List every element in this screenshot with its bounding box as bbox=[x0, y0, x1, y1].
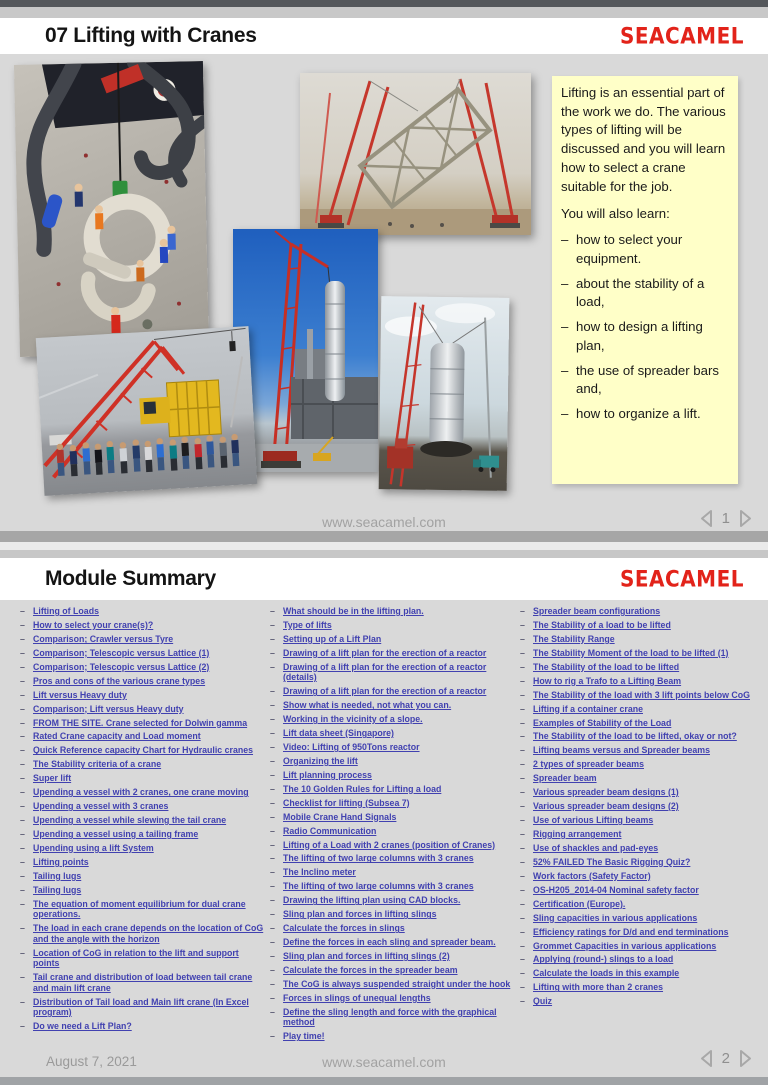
summary-link[interactable]: Lift planning process bbox=[283, 769, 372, 780]
item-dash: – bbox=[520, 829, 525, 839]
summary-link[interactable]: Comparison; Lift versus Heavy duty bbox=[33, 703, 184, 714]
summary-list-item bbox=[270, 867, 514, 878]
summary-list-item bbox=[520, 759, 764, 770]
summary-link[interactable]: The lifting of two large columns with 3 cranes bbox=[283, 881, 474, 892]
summary-link[interactable]: How to rig a Trafo to a Lifting Beam bbox=[533, 675, 682, 686]
summary-list-item bbox=[20, 731, 264, 742]
summary-list-item bbox=[520, 941, 764, 952]
item-dash: – bbox=[270, 839, 275, 850]
slide2-page-number: 2 bbox=[721, 1050, 730, 1067]
summary-list-item bbox=[20, 648, 264, 659]
summary-list-item bbox=[20, 787, 264, 798]
item-dash: – bbox=[520, 898, 525, 909]
item-dash: – bbox=[270, 619, 275, 630]
summary-list-item bbox=[520, 857, 764, 868]
item-dash: – bbox=[270, 728, 275, 739]
summary-list-item bbox=[520, 773, 764, 784]
summary-link[interactable]: Show what is needed, not what you can. bbox=[283, 700, 452, 711]
item-dash: – bbox=[520, 996, 525, 1007]
summary-list-item bbox=[270, 937, 514, 948]
summary-link[interactable]: Drawing the lifting plan using CAD blocks. bbox=[283, 895, 461, 906]
summary-link[interactable]: Work factors (Safety Factor) bbox=[533, 870, 651, 881]
slide1-page-number: 1 bbox=[721, 510, 730, 527]
summary-link[interactable]: Radio Communication bbox=[283, 825, 377, 836]
summary-link[interactable]: Certification (Europe). bbox=[533, 898, 626, 909]
item-dash: – bbox=[520, 912, 525, 923]
item-dash: – bbox=[520, 703, 525, 714]
summary-list-item bbox=[270, 784, 514, 795]
item-dash: – bbox=[270, 825, 275, 836]
summary-link[interactable]: Lifting if a container crane bbox=[533, 703, 643, 714]
summary-column-2 bbox=[270, 606, 514, 1045]
summary-list-item bbox=[520, 801, 764, 812]
item-dash: – bbox=[20, 947, 25, 958]
summary-list-item bbox=[520, 704, 764, 715]
summary-list-item bbox=[520, 606, 764, 617]
summary-list-item bbox=[20, 829, 264, 840]
item-dash: – bbox=[20, 884, 25, 895]
item-dash: – bbox=[270, 937, 275, 948]
summary-link[interactable]: Type of lifts bbox=[283, 619, 332, 630]
summary-link[interactable]: Tail crane and distribution of load between tail crane and main lift crane bbox=[33, 972, 253, 993]
summary-list-item bbox=[270, 714, 514, 725]
item-dash: – bbox=[520, 661, 525, 672]
item-dash: – bbox=[520, 633, 525, 644]
summary-list-item bbox=[20, 676, 264, 687]
summary-list-item bbox=[270, 993, 514, 1004]
summary-list-item bbox=[520, 620, 764, 631]
summary-link[interactable]: Play time! bbox=[283, 1031, 325, 1042]
item-dash: – bbox=[520, 940, 525, 951]
item-dash: – bbox=[20, 703, 25, 714]
summary-link[interactable]: The Stability Moment of the load to be lifted (1) bbox=[533, 647, 729, 658]
summary-list-item bbox=[520, 954, 764, 965]
item-dash: – bbox=[520, 884, 525, 895]
item-dash: – bbox=[20, 898, 25, 909]
item-dash: – bbox=[520, 982, 525, 993]
summary-link[interactable]: Quiz bbox=[533, 996, 553, 1007]
summary-link[interactable]: Working in the vicinity of a slope. bbox=[283, 714, 423, 725]
slide2-footer-date: August 7, 2021 bbox=[46, 1054, 137, 1069]
summary-link[interactable]: The Stability of the load to be lifted bbox=[533, 661, 680, 672]
summary-list-item bbox=[520, 634, 764, 645]
item-dash: – bbox=[520, 870, 525, 881]
item-dash: – bbox=[20, 856, 25, 867]
summary-list-item bbox=[20, 773, 264, 784]
summary-link[interactable]: The Stability of the load with 3 lift points below CoG bbox=[533, 689, 750, 700]
summary-link[interactable]: Drawing of a lift plan for the erection of a reactor bbox=[283, 686, 487, 697]
summary-link[interactable]: 2 types of spreader beams bbox=[533, 759, 644, 770]
item-dash: – bbox=[520, 856, 525, 867]
item-dash: – bbox=[270, 951, 275, 962]
item-dash: – bbox=[20, 731, 25, 742]
item-dash: – bbox=[270, 853, 275, 864]
summary-list-item bbox=[20, 972, 264, 993]
summary-list-item bbox=[270, 965, 514, 976]
item-dash: – bbox=[270, 811, 275, 822]
summary-link[interactable]: The equation of moment equilibrium for dual crane operations. bbox=[33, 898, 246, 920]
item-dash: – bbox=[270, 769, 275, 780]
item-dash: – bbox=[270, 797, 275, 808]
summary-link[interactable]: Tailing lugs bbox=[33, 884, 82, 895]
summary-link[interactable]: Lift versus Heavy duty bbox=[33, 689, 127, 700]
summary-list-item bbox=[270, 686, 514, 697]
summary-list-item bbox=[270, 826, 514, 837]
summary-list-item bbox=[270, 979, 514, 990]
summary-list-item bbox=[520, 648, 764, 659]
item-dash: – bbox=[20, 842, 25, 853]
seacamel-logo: SEACAMEL bbox=[619, 22, 744, 50]
item-dash: – bbox=[20, 675, 25, 686]
bullet-dash: – bbox=[561, 232, 569, 248]
slide1-title: 07 Lifting with Cranes bbox=[45, 24, 257, 47]
slide2-header bbox=[0, 558, 768, 600]
summary-list-item bbox=[520, 690, 764, 701]
summary-list-item bbox=[20, 718, 264, 729]
summary-link[interactable]: Use of various Lifting beams bbox=[533, 815, 654, 826]
item-dash: – bbox=[520, 731, 525, 742]
summary-link[interactable]: Quick Reference capacity Chart for Hydraulic cranes bbox=[33, 745, 254, 756]
slide2-page-nav bbox=[700, 1049, 752, 1068]
summary-link[interactable]: Spreader beam configurations bbox=[533, 606, 661, 616]
summary-list-item bbox=[20, 997, 264, 1018]
item-dash: – bbox=[270, 783, 275, 794]
item-dash: – bbox=[520, 745, 525, 756]
note-paragraph: Lifting is an essential part of the work we do. The various types of lifting will be discussed and you will learn how to select a crane suitable for the job. bbox=[561, 85, 726, 194]
item-dash: – bbox=[520, 717, 525, 728]
summary-link[interactable]: The Stability of the load to be lifted, okay or not? bbox=[533, 731, 737, 742]
summary-list-item bbox=[520, 787, 764, 798]
summary-link[interactable]: The lifting of two large columns with 3 cranes bbox=[283, 853, 474, 864]
summary-link[interactable]: Upending a vessel while slewing the tail crane bbox=[33, 815, 227, 826]
item-dash: – bbox=[270, 633, 275, 644]
summary-link[interactable]: Lift data sheet (Singapore) bbox=[283, 728, 394, 739]
summary-link[interactable]: The Stability criteria of a crane bbox=[33, 759, 162, 770]
summary-list-item bbox=[20, 871, 264, 882]
item-dash: – bbox=[20, 647, 25, 658]
summary-list-item bbox=[270, 770, 514, 781]
summary-list-item bbox=[520, 885, 764, 896]
summary-link[interactable]: What should be in the lifting plan. bbox=[283, 606, 424, 616]
summary-list-item bbox=[520, 843, 764, 854]
item-dash: – bbox=[20, 972, 25, 983]
summary-list-item bbox=[270, 798, 514, 809]
summary-link[interactable]: Define the sling length and force with the graphical method bbox=[283, 1006, 497, 1028]
summary-list-item bbox=[520, 718, 764, 729]
summary-list-item bbox=[20, 606, 264, 617]
summary-link[interactable]: Pros and cons of the various crane types bbox=[33, 675, 206, 686]
item-dash: – bbox=[520, 773, 525, 784]
seacamel-logo: SEACAMEL bbox=[619, 565, 744, 593]
item-dash: – bbox=[520, 926, 525, 937]
summary-link[interactable]: Lifting of Loads bbox=[33, 606, 99, 616]
summary-list-item bbox=[20, 620, 264, 631]
summary-link[interactable]: The Inclino meter bbox=[283, 867, 356, 878]
summary-link[interactable]: Comparison; Telescopic versus Lattice (2) bbox=[33, 661, 210, 672]
summary-link[interactable]: Sling capacities in various applications bbox=[533, 912, 698, 923]
summary-link[interactable]: Mobile Crane Hand Signals bbox=[283, 811, 397, 822]
item-dash: – bbox=[520, 606, 525, 616]
summary-list-item bbox=[270, 909, 514, 920]
item-dash: – bbox=[270, 964, 275, 975]
item-dash: – bbox=[20, 801, 25, 812]
summary-list-item bbox=[270, 700, 514, 711]
summary-list-item bbox=[520, 829, 764, 840]
summary-link[interactable]: Drawing of a lift plan for the erection of a reactor (details) bbox=[283, 661, 487, 683]
note-bullet-text: how to organize a lift. bbox=[576, 406, 701, 422]
prev-page-icon[interactable] bbox=[700, 1049, 713, 1068]
summary-list-item bbox=[270, 648, 514, 659]
item-dash: – bbox=[20, 717, 25, 728]
summary-list-item bbox=[20, 923, 264, 944]
item-dash: – bbox=[270, 700, 275, 711]
slide2-footer-url: www.seacamel.com bbox=[322, 1054, 446, 1070]
summary-list-item bbox=[270, 1031, 514, 1042]
item-dash: – bbox=[20, 745, 25, 756]
item-dash: – bbox=[520, 619, 525, 630]
item-dash: – bbox=[20, 996, 25, 1007]
bottom-edge-strip bbox=[0, 1077, 768, 1085]
summary-link[interactable]: Sling plan and forces in lifting slings bbox=[283, 909, 437, 920]
summary-link[interactable]: Rigging arrangement bbox=[533, 829, 622, 839]
summary-link[interactable]: Lifting beams versus and Spreader beams bbox=[533, 745, 710, 756]
item-dash: – bbox=[20, 759, 25, 770]
summary-list-item bbox=[270, 853, 514, 864]
summary-column-1 bbox=[20, 606, 264, 1045]
summary-list-item bbox=[520, 996, 764, 1007]
item-dash: – bbox=[520, 842, 525, 853]
summary-list-item bbox=[520, 662, 764, 673]
item-dash: – bbox=[270, 741, 275, 752]
summary-link[interactable]: Efficiency ratings for D/d and end terminations bbox=[533, 926, 729, 937]
item-dash: – bbox=[20, 787, 25, 798]
item-dash: – bbox=[270, 978, 275, 989]
summary-link[interactable]: Comparison; Crawler versus Tyre bbox=[33, 633, 174, 644]
item-dash: – bbox=[270, 647, 275, 658]
item-dash: – bbox=[520, 968, 525, 979]
summary-list-item bbox=[270, 620, 514, 631]
note-bullet-text: how to design a lifting plan, bbox=[576, 319, 703, 353]
summary-link[interactable]: Tailing lugs bbox=[33, 870, 82, 881]
item-dash: – bbox=[270, 909, 275, 920]
item-dash: – bbox=[20, 829, 25, 839]
summary-link[interactable]: Organizing the lift bbox=[283, 755, 358, 766]
summary-list-item bbox=[270, 634, 514, 645]
summary-list-item bbox=[270, 812, 514, 823]
summary-link[interactable]: Super lift bbox=[33, 773, 72, 784]
summary-link[interactable]: Rated Crane capacity and Load moment bbox=[33, 731, 201, 742]
summary-list-item bbox=[520, 815, 764, 826]
summary-link[interactable]: Upending a vessel with 3 cranes bbox=[33, 801, 169, 812]
summary-list-item bbox=[270, 881, 514, 892]
summary-link[interactable]: The Stability of a load to be lifted bbox=[533, 619, 671, 630]
summary-list-item bbox=[270, 895, 514, 906]
item-dash: – bbox=[270, 1031, 275, 1042]
summary-list-item bbox=[20, 690, 264, 701]
item-dash: – bbox=[270, 755, 275, 766]
summary-link[interactable]: The load in each crane depends on the location of CoG and the angle with the horizon bbox=[33, 923, 264, 944]
summary-link[interactable]: 52% FAILED The Basic Rigging Quiz? bbox=[533, 856, 691, 867]
item-dash: – bbox=[20, 619, 25, 630]
summary-list-item bbox=[520, 913, 764, 924]
summary-list-item bbox=[270, 742, 514, 753]
item-dash: – bbox=[520, 689, 525, 700]
item-dash: – bbox=[520, 675, 525, 686]
summary-list-item bbox=[520, 676, 764, 687]
summary-link[interactable]: Upending a vessel using a tailing frame bbox=[33, 829, 199, 839]
item-dash: – bbox=[20, 633, 25, 644]
summary-list-item bbox=[270, 951, 514, 962]
summary-link[interactable]: Use of shackles and pad-eyes bbox=[533, 842, 659, 853]
summary-link[interactable]: Calculate the forces in the spreader beam bbox=[283, 964, 458, 975]
summary-list-item bbox=[20, 857, 264, 868]
item-dash: – bbox=[270, 992, 275, 1003]
summary-list-item bbox=[520, 927, 764, 938]
summary-link[interactable]: Calculate the forces in slings bbox=[283, 923, 405, 934]
summary-list-item bbox=[520, 982, 764, 993]
summary-link[interactable]: Upending using a lift System bbox=[33, 842, 154, 853]
summary-list-item bbox=[270, 1007, 514, 1028]
summary-link[interactable]: Upending a vessel with 2 cranes, one crane moving bbox=[33, 787, 249, 798]
summary-list-item bbox=[270, 606, 514, 617]
item-dash: – bbox=[520, 647, 525, 658]
bullet-dash: – bbox=[561, 362, 569, 378]
summary-link[interactable]: FROM THE SITE. Crane selected for Dolwin gamma bbox=[33, 717, 248, 728]
summary-link[interactable]: Grommet Capacities in various applications bbox=[533, 940, 717, 951]
item-dash: – bbox=[20, 815, 25, 826]
summary-link[interactable]: Drawing of a lift plan for the erection of a reactor bbox=[283, 647, 487, 658]
summary-list-item bbox=[20, 759, 264, 770]
summary-link[interactable]: Setting up of a Lift Plan bbox=[283, 633, 382, 644]
summary-link[interactable]: Checklist for lifting (Subsea 7) bbox=[283, 797, 410, 808]
slide2-title: Module Summary bbox=[45, 567, 216, 590]
item-dash: – bbox=[520, 801, 525, 812]
summary-list-item bbox=[20, 704, 264, 715]
summary-list-item bbox=[20, 948, 264, 969]
summary-list-item bbox=[270, 728, 514, 739]
summary-link[interactable]: Spreader beam bbox=[533, 773, 597, 784]
slide1-footer-url: www.seacamel.com bbox=[322, 514, 446, 530]
summary-link[interactable]: Sling plan and forces in lifting slings (2) bbox=[283, 951, 450, 962]
summary-link[interactable]: Lifting points bbox=[33, 856, 89, 867]
item-dash: – bbox=[20, 689, 25, 700]
summary-list-item bbox=[20, 662, 264, 673]
item-dash: – bbox=[270, 661, 275, 672]
summary-link[interactable]: Applying (round-) slings to a load bbox=[533, 954, 674, 965]
summary-link[interactable]: The CoG is always suspended straight under the hook bbox=[283, 978, 511, 989]
summary-link[interactable]: Distribution of Tail load and Main lift crane (In Excel program) bbox=[33, 996, 249, 1018]
summary-link[interactable]: Comparison; Telescopic versus Lattice (1) bbox=[33, 647, 210, 658]
item-dash: – bbox=[520, 759, 525, 770]
item-dash: – bbox=[270, 923, 275, 934]
bullet-dash: – bbox=[561, 275, 569, 291]
summary-list-item bbox=[270, 923, 514, 934]
summary-list-item bbox=[20, 899, 264, 920]
item-dash: – bbox=[20, 923, 25, 934]
note-bullet-text: how to select your equipment. bbox=[576, 232, 683, 266]
summary-link[interactable]: Define the forces in each sling and spreader beam. bbox=[283, 937, 496, 948]
item-dash: – bbox=[270, 714, 275, 725]
item-dash: – bbox=[520, 787, 525, 798]
next-page-icon[interactable] bbox=[739, 1049, 752, 1068]
summary-column-3 bbox=[520, 606, 764, 1045]
item-dash: – bbox=[270, 686, 275, 697]
summary-list-item bbox=[270, 756, 514, 767]
note-bullet-text: the use of spreader bars and, bbox=[576, 362, 719, 397]
summary-columns bbox=[20, 606, 756, 1045]
summary-link[interactable]: Lifting of a Load with 2 cranes (position of Cranes) bbox=[283, 839, 496, 850]
item-dash: – bbox=[270, 895, 275, 906]
summary-link[interactable]: The 10 Golden Rules for Lifting a load bbox=[283, 783, 442, 794]
item-dash: – bbox=[20, 773, 25, 784]
item-dash: – bbox=[270, 881, 275, 892]
summary-link[interactable]: Location of CoG in relation to the lift and support points bbox=[33, 947, 239, 969]
summary-list-item bbox=[520, 899, 764, 910]
summary-link[interactable]: Calculate the loads in this example bbox=[533, 968, 680, 979]
summary-list-item bbox=[520, 731, 764, 742]
summary-list-item bbox=[20, 1021, 264, 1032]
item-dash: – bbox=[270, 606, 275, 616]
item-dash: – bbox=[20, 1021, 25, 1032]
summary-list-item bbox=[270, 840, 514, 851]
bullet-dash: – bbox=[561, 406, 569, 422]
summary-list-item bbox=[520, 968, 764, 979]
summary-link[interactable]: Forces in slings of unequal lengths bbox=[283, 992, 431, 1003]
summary-list-item bbox=[20, 885, 264, 896]
summary-list-item bbox=[20, 801, 264, 812]
item-dash: – bbox=[20, 661, 25, 672]
note-subheading: You will also learn: bbox=[561, 206, 670, 222]
item-dash: – bbox=[20, 606, 25, 616]
summary-link[interactable]: How to select your crane(s)? bbox=[33, 619, 154, 630]
summary-link[interactable]: Various spreader beam designs (2) bbox=[533, 801, 679, 812]
summary-link[interactable]: Do we need a Lift Plan? bbox=[33, 1021, 132, 1032]
item-dash: – bbox=[520, 815, 525, 826]
summary-list-item bbox=[270, 662, 514, 683]
item-dash: – bbox=[270, 1006, 275, 1017]
summary-list-item bbox=[20, 745, 264, 756]
summary-list-item bbox=[520, 745, 764, 756]
item-dash: – bbox=[520, 954, 525, 965]
summary-link[interactable]: The Stability Range bbox=[533, 633, 615, 644]
summary-list-item bbox=[20, 843, 264, 854]
bullet-dash: – bbox=[561, 319, 569, 335]
summary-list-item bbox=[20, 815, 264, 826]
summary-link[interactable]: Lifting with more than 2 cranes bbox=[533, 982, 664, 993]
summary-link[interactable]: Various spreader beam designs (1) bbox=[533, 787, 679, 798]
item-dash: – bbox=[270, 867, 275, 878]
item-dash: – bbox=[20, 870, 25, 881]
summary-list-item bbox=[20, 634, 264, 645]
summary-link[interactable]: OS-H205_2014-04 Nominal safety factor bbox=[533, 884, 699, 895]
summary-link[interactable]: Video: Lifting of 950Tons reactor bbox=[283, 741, 420, 752]
summary-list-item bbox=[520, 871, 764, 882]
note-bullet-text: about the stability of a load, bbox=[576, 275, 705, 310]
summary-link[interactable]: Examples of Stability of the Load bbox=[533, 717, 672, 728]
